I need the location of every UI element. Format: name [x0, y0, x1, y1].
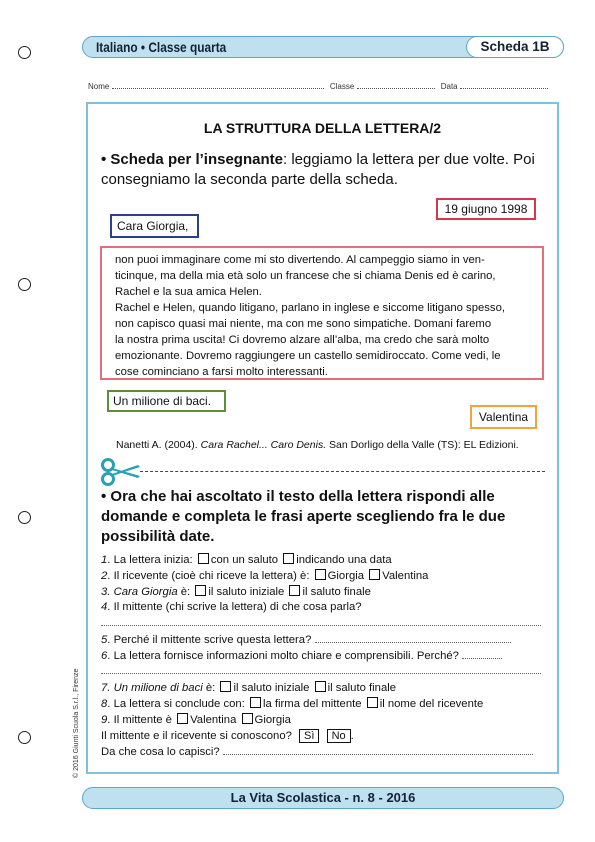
checkbox[interactable]	[315, 569, 326, 580]
no-option-box[interactable]: No	[327, 729, 351, 743]
question-text: . La lettera fornisce informazioni molto chiare e comprensibili. Perché?	[107, 650, 459, 662]
cut-line	[140, 471, 545, 472]
letter-line: non puoi immaginare come mi sto divertendo. Al campeggio siamo in ven-	[115, 254, 485, 266]
instructions-text: : leggiamo la lettera per due volte. Poi consegniamo la seconda parte della scheda.	[101, 151, 535, 188]
option-label: il saluto finale	[302, 586, 371, 598]
question-7	[101, 681, 396, 694]
checkbox[interactable]	[289, 585, 300, 596]
question-text-italic: . Cara Giorgia	[107, 586, 178, 598]
question-text: . La lettera si conclude con:	[107, 698, 245, 710]
option-label: Valentina	[190, 714, 237, 726]
question-6	[101, 649, 502, 662]
question-text: . La lettera inizia:	[107, 554, 193, 566]
question-10: Il mittente e il ricevente si conoscono? Sì No .	[101, 730, 354, 742]
question-number: 5	[101, 634, 108, 646]
letter-body-box	[100, 246, 544, 380]
checkbox[interactable]	[177, 713, 188, 724]
question-3	[101, 585, 371, 598]
citation	[116, 439, 519, 451]
option-label: Giorgia	[254, 714, 291, 726]
letter-line: la nostra prima uscita! Ci dovremo alzare all’alba, ma credo che sarà molto	[115, 334, 490, 346]
question-number: 8	[101, 698, 108, 710]
citation-title: Cara Rachel... Caro Denis.	[200, 439, 327, 451]
question-number: 7	[101, 682, 108, 694]
checkbox[interactable]	[250, 697, 261, 708]
question-11	[101, 745, 533, 758]
question-text: . Perché il mittente scrive questa lettera?	[107, 634, 312, 646]
question-text: Da che cosa lo capisci?	[101, 746, 220, 758]
option-label: il nome del ricevente	[379, 698, 484, 710]
class-field[interactable]	[357, 80, 435, 89]
letter-date-box: 19 giugno 1998	[436, 198, 536, 220]
scissors-icon	[100, 458, 142, 486]
name-label: Nome	[88, 82, 110, 91]
name-field[interactable]	[112, 80, 324, 89]
binder-hole	[18, 278, 31, 291]
questions-heading: • Ora che hai ascoltato il testo della lettera rispondi alle domande e completa le frasi aperte scegliendo fra le due possibilità date.	[101, 488, 506, 545]
question-text-italic: . Un milione di baci	[107, 682, 203, 694]
letter-line: cose cominciano a farsi molto interessanti.	[115, 366, 328, 378]
option-label: con un saluto	[210, 554, 279, 566]
citation-author: Nanetti A. (2004).	[116, 439, 198, 451]
question-text: è:	[177, 586, 191, 598]
answer-line[interactable]	[101, 625, 541, 626]
question-text: . Il mittente è	[107, 714, 172, 726]
option-label: il saluto iniziale	[233, 682, 310, 694]
question-text: Il mittente e il ricevente si conoscono?	[101, 730, 292, 742]
question-number: 2	[101, 570, 108, 582]
yes-option-box[interactable]: Sì	[299, 729, 319, 743]
answer-field[interactable]	[223, 745, 533, 755]
option-label: Valentina	[382, 570, 429, 582]
question-9	[101, 713, 291, 726]
teacher-instructions	[101, 150, 541, 190]
binder-hole	[18, 731, 31, 744]
question-number: 9	[101, 714, 108, 726]
checkbox[interactable]	[242, 713, 253, 724]
option-label: indicando una data	[296, 554, 392, 566]
letter-line: Rachel e la sua amica Helen.	[115, 286, 262, 298]
letter-signature-box: Valentina	[470, 405, 537, 429]
question-number: 6	[101, 650, 108, 662]
binder-hole	[18, 511, 31, 524]
checkbox[interactable]	[195, 585, 206, 596]
question-8	[101, 697, 483, 710]
citation-publisher: San Dorligo della Valle (TS): EL Edizioni.	[329, 439, 519, 451]
checkbox[interactable]	[220, 681, 231, 692]
letter-greeting-box: Cara Giorgia,	[110, 214, 199, 238]
header-sheet-label: Scheda 1B	[466, 36, 564, 58]
option-label: la firma del mittente	[262, 698, 362, 710]
letter-line: non capisco quasi mai niente, ma con me sono simpatiche. Domani faremo	[115, 318, 492, 330]
question-text: . Il ricevente (cioè chi riceve la lettera) è:	[107, 570, 310, 582]
checkbox[interactable]	[367, 697, 378, 708]
question-number: 4	[101, 601, 108, 613]
letter-closing-box: Un milione di baci.	[107, 390, 226, 412]
question-1	[101, 553, 392, 566]
name-field-row	[88, 80, 548, 91]
question-5	[101, 633, 511, 646]
question-4	[101, 601, 362, 613]
question-text: è:	[202, 682, 216, 694]
checkbox[interactable]	[198, 553, 209, 564]
answer-line[interactable]	[101, 673, 541, 674]
header-subject: Italiano • Classe quarta	[96, 40, 227, 55]
checkbox[interactable]	[315, 681, 326, 692]
checkbox[interactable]	[369, 569, 380, 580]
date-label: Data	[440, 82, 458, 91]
option-label: il saluto iniziale	[208, 586, 285, 598]
letter-line: Rachel e Helen, quando litigano, parlano in inglese e siccome litigano spesso,	[115, 302, 505, 314]
binder-hole	[18, 46, 31, 59]
answer-field[interactable]	[462, 649, 502, 659]
question-2	[101, 569, 428, 582]
question-number: 3	[101, 586, 108, 598]
question-number: 1	[101, 554, 108, 566]
option-label: il saluto finale	[327, 682, 397, 694]
footer-bar: La Vita Scolastica - n. 8 - 2016	[82, 787, 564, 809]
checkbox[interactable]	[283, 553, 294, 564]
page-title: LA STRUTTURA DELLA LETTERA/2	[203, 120, 442, 136]
option-label: Giorgia	[327, 570, 365, 582]
class-label: Classe	[329, 82, 355, 91]
instructions-lead: • Scheda per l’insegnante	[101, 151, 283, 168]
answer-field[interactable]	[315, 633, 511, 643]
question-text: . Il mittente (chi scrive la lettera) di che cosa parla?	[107, 601, 362, 613]
copyright-notice: © 2016 Giunti Scuola S.r.l., Firenze	[73, 668, 80, 778]
date-field[interactable]	[460, 80, 548, 89]
letter-line: emozionante. Dovremo raggiungere un castello semidiroccato. Come vedi, le	[115, 350, 501, 362]
letter-line: ticinque, ma della mia età solo un francese che si chiama Denis ed è carino,	[115, 270, 496, 282]
